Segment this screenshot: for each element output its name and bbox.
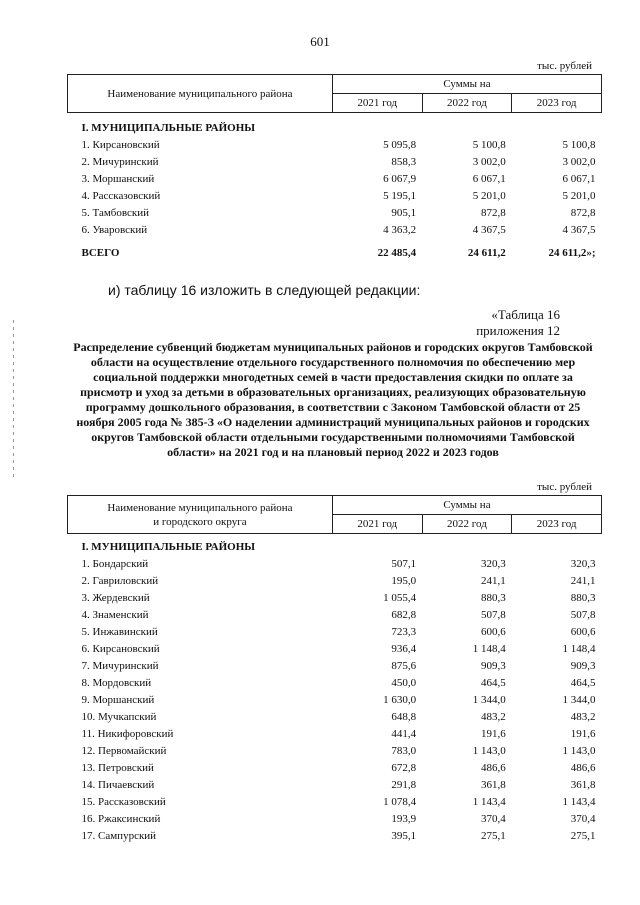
table1 (67, 74, 602, 261)
table2-row-name: 17. Сампурский (81, 829, 157, 842)
table2-value-2022: 1 143,0 (472, 744, 506, 757)
table2-row-name: 12. Первомайский (81, 744, 167, 757)
table-reference-line1: «Таблица 16 (491, 307, 560, 322)
table2-value-2022: 361,8 (481, 778, 506, 791)
table1-row-name: 2. Мичуринский (81, 155, 159, 168)
table2-row-name: 15. Рассказовский (81, 795, 166, 808)
table2-value-2023: 361,8 (570, 778, 596, 791)
document-title: Распределение субвенций бюджетам муниципальных районов и городских округов Тамбовской области на осуществление отдельного государственного полномочия по обеспечению мер социальной поддержки многодетных семей в части предоставления скидки по оплате за присмотр и уход за детьми в образовательных организациях, реализующих образовательную программу дошкольного образования, в соответствии с Законом Тамбовской области от 25 ноября 2005 года № 385-З «О наделении администраций муниципальных районов и городских округов Тамбовской области отдельными государственными полномочиями Тамбовской области» на 2021 год и на плановый период 2022 и 2023 годов (73, 340, 593, 459)
table1-value-2021: 4 363,2 (383, 223, 417, 236)
table2-row (68, 555, 602, 572)
table2-row (68, 759, 602, 776)
table2-col-name-line1: Наименование муниципального района (107, 501, 293, 514)
table2-row-name: 6. Кирсановский (81, 642, 160, 655)
table2-value-2021: 291,8 (391, 778, 417, 791)
table1-row-name: 5. Тамбовский (81, 206, 150, 219)
table1-col-name: Наименование муниципального района (68, 75, 333, 113)
table2-value-2021: 875,6 (391, 659, 417, 672)
table2-value-2023: 880,3 (570, 591, 596, 604)
table1-value-2022: 4 367,5 (472, 223, 506, 236)
table1-year-2021: 2021 год (332, 94, 422, 113)
table1-section-title: I. МУНИЦИПАЛЬНЫЕ РАЙОНЫ (81, 121, 256, 134)
table2-value-2021: 672,8 (391, 761, 417, 774)
table2-row (68, 691, 602, 708)
table2-value-2022: 600,6 (481, 625, 506, 638)
table1-row (68, 187, 602, 204)
table2-row (68, 623, 602, 640)
table1-row (68, 136, 602, 153)
table2-year-2022: 2022 год (422, 515, 512, 534)
table2-value-2023: 483,2 (570, 710, 596, 723)
table2-value-2021: 648,8 (391, 710, 417, 723)
table2-value-2023: 909,3 (570, 659, 596, 672)
table2-value-2023: 275,1 (570, 829, 596, 842)
table2-row (68, 810, 602, 827)
table2-value-2023: 507,8 (570, 608, 596, 621)
table1-value-2022: 24 611,2 (467, 246, 506, 259)
table1-row (68, 153, 602, 170)
table2-row-name: 9. Моршанский (81, 693, 155, 706)
table2-value-2023: 191,6 (570, 727, 596, 740)
margin-scan-mark (13, 320, 14, 480)
table1-value-2021: 858,3 (391, 155, 417, 168)
table1-value-2022: 5 201,0 (472, 189, 506, 202)
table1-total-row (68, 238, 602, 261)
table2-value-2023: 1 143,4 (562, 795, 596, 808)
table2-row (68, 827, 602, 844)
table2-row-name: 7. Мичуринский (81, 659, 159, 672)
table1-value-2021: 5 195,1 (383, 189, 417, 202)
table2-row-name: 14. Пичаевский (81, 778, 155, 791)
table2-value-2021: 682,8 (391, 608, 417, 621)
table2-value-2021: 1 630,0 (383, 693, 417, 706)
table-reference-line2: приложения 12 (476, 323, 560, 338)
table2-value-2022: 486,6 (481, 761, 506, 774)
table2-section-title: I. МУНИЦИПАЛЬНЫЕ РАЙОНЫ (81, 540, 256, 553)
table2-row-name: 3. Жердевский (81, 591, 150, 604)
table1-value-2021: 6 067,9 (383, 172, 417, 185)
table1-value-2023: 5 100,8 (562, 138, 596, 151)
table1-value-2022: 3 002,0 (472, 155, 506, 168)
table2-value-2022: 507,8 (481, 608, 506, 621)
table1-value-2022: 872,8 (481, 206, 506, 219)
page-number: 601 (310, 34, 330, 49)
table1-value-2022: 6 067,1 (472, 172, 506, 185)
table1-year-2022: 2022 год (422, 94, 512, 113)
table2-col-sums: Суммы на (332, 496, 601, 515)
table1-row-name: 3. Моршанский (81, 172, 155, 185)
table1-row-name: 4. Рассказовский (81, 189, 161, 202)
table2-row (68, 640, 602, 657)
table1-value-2023: 3 002,0 (562, 155, 596, 168)
table2-value-2022: 880,3 (481, 591, 506, 604)
table1-value-2022: 5 100,8 (472, 138, 506, 151)
table1-value-2023: 6 067,1 (562, 172, 596, 185)
table2-value-2023: 1 344,0 (562, 693, 596, 706)
table2-value-2022: 909,3 (481, 659, 506, 672)
table2-row (68, 742, 602, 759)
table2-row-name: 2. Гавриловский (81, 574, 159, 587)
table2-value-2021: 723,3 (391, 625, 417, 638)
table1-col-sums: Суммы на (332, 75, 601, 94)
table2-value-2021: 193,9 (391, 812, 417, 825)
table1-row (68, 204, 602, 221)
table2-value-2022: 241,1 (481, 574, 506, 587)
table2-year-2021: 2021 год (332, 515, 422, 534)
table2-value-2022: 464,5 (481, 676, 506, 689)
table1-value-2021: 22 485,4 (377, 246, 417, 259)
table2-row (68, 674, 602, 691)
table2 (67, 495, 602, 844)
table2-value-2021: 1 055,4 (383, 591, 417, 604)
table2-row (68, 725, 602, 742)
table2-value-2021: 195,0 (391, 574, 417, 587)
table2-row-name: 16. Ржаксинский (81, 812, 161, 825)
table1-value-2023: 872,8 (570, 206, 596, 219)
table1-row-name: 6. Уваровский (81, 223, 148, 236)
table2-value-2021: 441,4 (391, 727, 417, 740)
table2-value-2022: 1 344,0 (472, 693, 506, 706)
table2-row (68, 606, 602, 623)
table2-row-name: 10. Мучкапский (81, 710, 157, 723)
table2-value-2023: 1 148,4 (562, 642, 596, 655)
table2-value-2023: 370,4 (570, 812, 596, 825)
table2-value-2023: 241,1 (570, 574, 596, 587)
table2-value-2022: 1 143,4 (472, 795, 506, 808)
table2-value-2021: 507,1 (391, 557, 417, 570)
table1-row (68, 221, 602, 238)
table1-value-2023: 24 611,2»; (548, 246, 596, 259)
instruction-text: и) таблицу 16 изложить в следующей редакции: (108, 282, 421, 298)
table2-row-name: 1. Бондарский (81, 557, 149, 570)
table1-value-2023: 4 367,5 (562, 223, 596, 236)
table2-row (68, 572, 602, 589)
table2-row-name: 11. Никифоровский (81, 727, 174, 740)
table2-col-name (68, 496, 333, 534)
table2-value-2022: 191,6 (481, 727, 506, 740)
table2-row (68, 589, 602, 606)
table2-row (68, 793, 602, 810)
table1-row (68, 170, 602, 187)
table2-value-2022: 1 148,4 (472, 642, 506, 655)
table2-col-name-line2: и городского округа (153, 515, 247, 528)
table2-row-name: 13. Петровский (81, 761, 154, 774)
table2-value-2022: 275,1 (481, 829, 506, 842)
table2-value-2023: 600,6 (570, 625, 596, 638)
table1-row-name: 1. Кирсановский (81, 138, 160, 151)
table2-value-2023: 464,5 (570, 676, 596, 689)
table2-value-2022: 370,4 (481, 812, 506, 825)
table2-row-name: 4. Знаменский (81, 608, 149, 621)
table2-row (68, 708, 602, 725)
table2-value-2021: 783,0 (391, 744, 417, 757)
table1-row-name: ВСЕГО (81, 246, 120, 259)
table2-value-2021: 936,4 (391, 642, 417, 655)
table2-value-2023: 1 143,0 (562, 744, 596, 757)
table2-value-2022: 483,2 (481, 710, 506, 723)
table2-row-name: 5. Инжавинский (81, 625, 158, 638)
table-reference (476, 307, 560, 339)
table2-value-2021: 1 078,4 (383, 795, 417, 808)
table2-row (68, 776, 602, 793)
table1-value-2021: 5 095,8 (383, 138, 417, 151)
table2-value-2021: 450,0 (391, 676, 417, 689)
table2-row-name: 8. Мордовский (81, 676, 152, 689)
table1-value-2023: 5 201,0 (562, 189, 596, 202)
table2-year-2023: 2023 год (512, 515, 602, 534)
table2-value-2023: 486,6 (570, 761, 596, 774)
table2-row (68, 657, 602, 674)
table2-value-2023: 320,3 (570, 557, 596, 570)
table1-year-2023: 2023 год (512, 94, 602, 113)
table2-value-2022: 320,3 (481, 557, 506, 570)
table1-units: тыс. рублей (537, 60, 592, 72)
table2-units: тыс. рублей (537, 481, 592, 493)
table1-value-2021: 905,1 (391, 206, 417, 219)
table2-value-2021: 395,1 (391, 829, 417, 842)
